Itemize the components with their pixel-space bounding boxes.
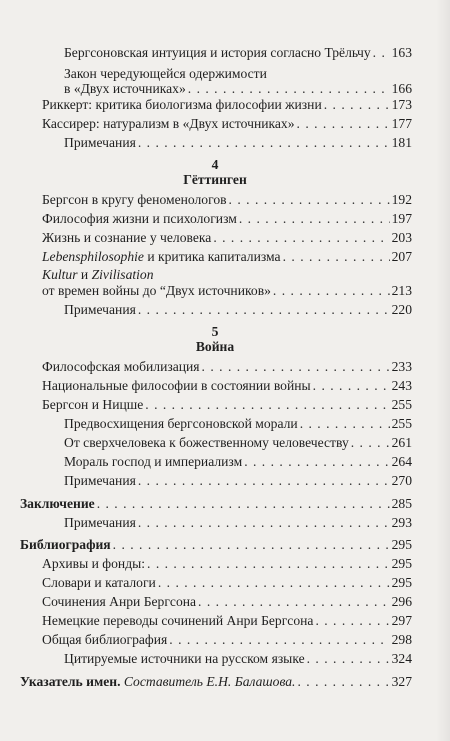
entry-title-italic: Zivilisation xyxy=(91,267,154,282)
toc-entry xyxy=(42,96,412,113)
toc-entry xyxy=(64,134,412,151)
entry-title: Бергсоновская интуиция и история согласно Трёльчу xyxy=(64,45,371,60)
entry-page: 264 xyxy=(391,454,412,469)
leader-dots xyxy=(283,248,390,265)
toc-entry xyxy=(64,453,412,470)
toc-entry xyxy=(42,574,412,591)
toc-entry xyxy=(20,495,412,512)
toc-entry xyxy=(42,612,412,629)
toc-entry xyxy=(64,44,412,61)
leader-dots xyxy=(198,593,390,610)
entry-title: в «Двух источниках» xyxy=(64,81,186,96)
entry-page: 220 xyxy=(391,302,412,317)
leader-dots xyxy=(188,80,390,97)
leader-dots xyxy=(297,115,390,132)
entry-title: Примечания xyxy=(64,473,136,488)
entry-title: Национальные философии в состоянии войны xyxy=(42,378,311,393)
leader-dots xyxy=(138,134,390,151)
leader-dots xyxy=(273,282,390,299)
chapter-number: 5 xyxy=(211,324,219,339)
toc-entry xyxy=(42,377,412,394)
entry-title: Словари и каталоги xyxy=(42,575,156,590)
entry-page: 255 xyxy=(391,397,412,412)
entry-title-italic: Kultur xyxy=(42,267,78,282)
entry-page: 295 xyxy=(391,556,412,571)
entry-title: Жизнь и сознание у человека xyxy=(42,230,212,245)
toc-entry xyxy=(42,631,412,648)
leader-dots xyxy=(145,396,389,413)
leader-dots xyxy=(202,358,390,375)
leader-dots xyxy=(169,631,389,648)
toc-entry xyxy=(64,650,412,667)
leader-dots xyxy=(138,472,390,489)
section-title: Указатель имен. xyxy=(20,674,121,689)
chapter-title: Гёттинген xyxy=(183,172,247,187)
entry-page: 293 xyxy=(391,515,412,530)
leader-dots xyxy=(147,555,390,572)
entry-page: 233 xyxy=(391,359,412,374)
entry-page: 324 xyxy=(391,651,412,666)
entry-title: От сверхчеловека к божественному человечеству xyxy=(64,435,349,450)
leader-dots xyxy=(300,415,390,432)
entry-page: 177 xyxy=(391,116,412,131)
entry-title: Примечания xyxy=(64,135,136,150)
entry-title: Философская мобилизация xyxy=(42,359,200,374)
toc-entry xyxy=(64,514,412,531)
entry-title: Философия жизни и психологизм xyxy=(42,211,237,226)
toc-entry xyxy=(20,673,412,690)
entry-title: Предвосхищения бергсоновской морали xyxy=(64,416,298,431)
toc-entry xyxy=(42,396,412,413)
entry-page: 327 xyxy=(391,674,412,689)
toc-entry xyxy=(64,80,412,97)
entry-page: 203 xyxy=(391,230,412,245)
toc-entry xyxy=(42,282,412,299)
leader-dots xyxy=(244,453,389,470)
leader-dots xyxy=(307,650,390,667)
toc-entry xyxy=(64,472,412,489)
entry-page: 192 xyxy=(391,192,412,207)
section-title: Заключение xyxy=(20,496,95,511)
entry-page: 270 xyxy=(391,473,412,488)
leader-dots xyxy=(373,44,390,61)
entry-title: Примечания xyxy=(64,302,136,317)
chapter-number: 4 xyxy=(211,157,219,172)
leader-dots xyxy=(239,210,390,227)
toc-entry xyxy=(42,358,412,375)
entry-page: 243 xyxy=(391,378,412,393)
leader-dots xyxy=(313,377,390,394)
entry-page: 296 xyxy=(391,594,412,609)
entry-title: Кассирер: натурализм в «Двух источниках» xyxy=(42,116,295,131)
page-edge-shadow xyxy=(436,0,450,741)
toc-entry xyxy=(42,593,412,610)
entry-title-line1: Закон чередующейся одержимости xyxy=(64,66,267,81)
toc-entry xyxy=(42,115,412,132)
toc-entry xyxy=(42,210,412,227)
section-title: Библиография xyxy=(20,537,111,552)
entry-page: 197 xyxy=(391,211,412,226)
entry-title: Риккерт: критика биологизма философии жизни xyxy=(42,97,322,112)
leader-dots xyxy=(229,191,390,208)
leader-dots xyxy=(97,495,390,512)
entry-page: 255 xyxy=(391,416,412,431)
leader-dots xyxy=(158,574,390,591)
entry-title: Бергсон в кругу феноменологов xyxy=(42,192,227,207)
entry-page: 297 xyxy=(391,613,412,628)
chapter-title: Война xyxy=(195,339,235,354)
entry-title: от времен войны до “Двух источников» xyxy=(42,283,271,298)
entry-page: 181 xyxy=(391,135,412,150)
entry-page: 213 xyxy=(391,283,412,298)
leader-dots xyxy=(315,612,389,629)
entry-title: Примечания xyxy=(64,515,136,530)
entry-title-italic: Составитель Е.Н. Балашова. xyxy=(120,674,296,689)
entry-title: Мораль господ и империализм xyxy=(64,454,243,469)
entry-page: 298 xyxy=(391,632,412,647)
entry-title: и критика капитализма xyxy=(143,249,281,264)
leader-dots xyxy=(351,434,390,451)
entry-page: 163 xyxy=(391,45,412,60)
toc-entry xyxy=(64,434,412,451)
entry-page: 173 xyxy=(391,97,412,112)
toc-entry xyxy=(42,248,412,265)
toc-entry xyxy=(64,301,412,318)
entry-title: Немецкие переводы сочинений Анри Бергсона xyxy=(42,613,314,628)
entry-page: 285 xyxy=(391,496,412,511)
toc-entry xyxy=(64,415,412,432)
entry-title: Сочинения Анри Бергсона xyxy=(42,594,197,609)
entry-page: 207 xyxy=(391,249,412,264)
entry-title: Общая библиография xyxy=(42,632,168,647)
leader-dots xyxy=(113,536,390,553)
entry-title: Цитируемые источники на русском языке xyxy=(64,651,305,666)
entry-page: 295 xyxy=(391,575,412,590)
entry-title: Бергсон и Ницше xyxy=(42,397,144,412)
leader-dots xyxy=(213,229,389,246)
toc-entry xyxy=(20,536,412,553)
leader-dots xyxy=(138,514,390,531)
leader-dots xyxy=(138,301,390,318)
entry-page: 295 xyxy=(391,537,412,552)
leader-dots xyxy=(297,673,389,690)
entry-title-line1 xyxy=(42,266,154,283)
toc-entry xyxy=(42,191,412,208)
toc-entry xyxy=(42,555,412,572)
entry-page: 166 xyxy=(391,81,412,96)
toc-entry xyxy=(42,229,412,246)
entry-title: и xyxy=(77,267,92,282)
leader-dots xyxy=(324,96,390,113)
entry-page: 261 xyxy=(391,435,412,450)
entry-title: Архивы и фонды: xyxy=(42,556,146,571)
entry-title-italic: Lebensphilosophie xyxy=(42,249,144,264)
